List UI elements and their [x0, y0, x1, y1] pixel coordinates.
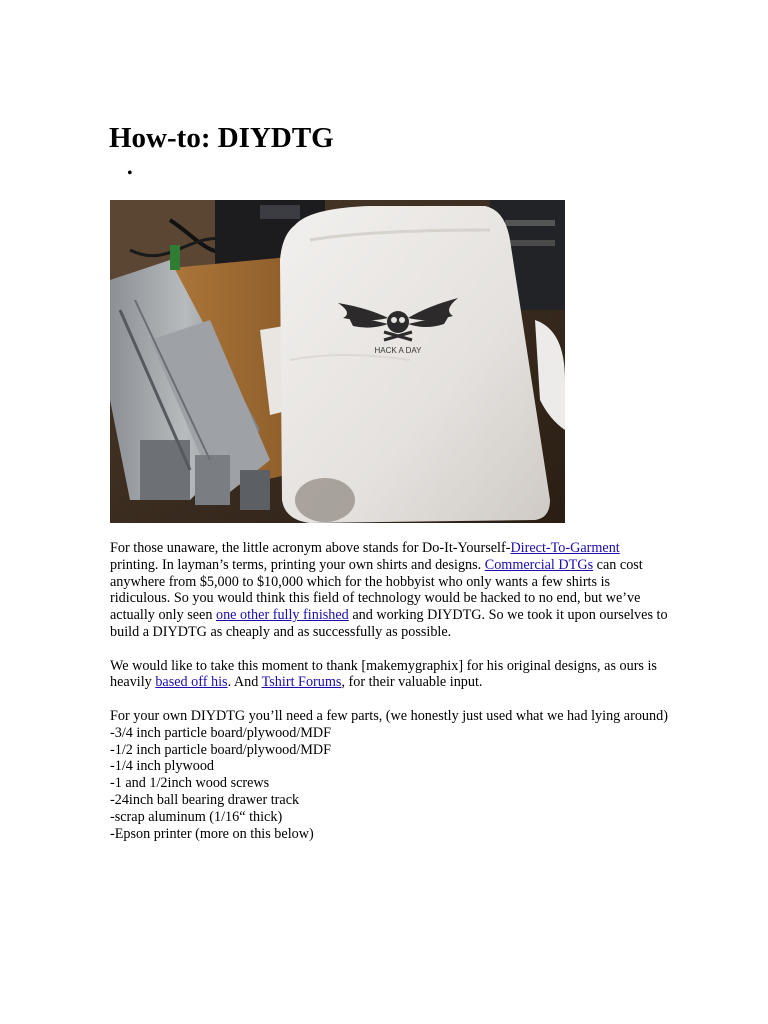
- direct-to-garment-link[interactable]: Direct-To-Garment: [510, 540, 620, 556]
- intro-paragraph: For those unaware, the little acronym above stands for Do-It-Yourself-Direct-To-Garment printing. In layman’s terms, printing your own shirts and designs. Commercial DTGs can cost anywhere from $5,000 to $10,000 which for the hobbyist who only wants a few shirts is ridiculous. So you would think this field of technology would be hacked to no end, but we’ve actually only seen one other fully finished and working DIYDTG. So we took it upon ourselves to build a DIYDTG as cheaply and as successfully as possible.: [110, 540, 668, 640]
- article-body: [110, 540, 670, 842]
- parts-section: [110, 708, 670, 842]
- parts-list: [110, 725, 670, 843]
- tshirt-forums-link[interactable]: Tshirt Forums: [261, 674, 342, 691]
- parts-list-item: -24inch ball bearing drawer track: [110, 791, 300, 808]
- thanks-paragraph: We would like to take this moment to thank [makemygraphix] for his original designs, as ours is heavily based off his. And Tshirt Forums, for their valuable input.: [110, 657, 657, 691]
- parts-list-item: -scrap aluminum (1/16“ thick): [110, 808, 283, 825]
- commercial-dtgs-link[interactable]: Commercial DTGs: [484, 556, 594, 573]
- one-other-fully-finished-link[interactable]: one other fully finished: [215, 607, 349, 624]
- parts-list-item: -1/2 inch particle board/plywood/MDF: [110, 741, 332, 758]
- parts-list-item: -Epson printer (more on this below): [110, 825, 314, 842]
- based-off-his-link[interactable]: based off his: [155, 674, 228, 691]
- parts-list-item: -3/4 inch particle board/plywood/MDF: [110, 724, 332, 741]
- article-title: How-to: DIYDTG: [109, 122, 334, 154]
- shirt-print-text: HACK A DAY: [374, 346, 422, 355]
- parts-list-item: -1 and 1/2inch wood screws: [110, 775, 270, 792]
- bullet-point: •: [127, 165, 133, 182]
- parts-intro: For your own DIYDTG you’ll need a few parts, (we honestly just used what we had lying around): [110, 707, 668, 724]
- parts-list-item: -1/4 inch plywood: [110, 758, 215, 775]
- article-photo: [110, 200, 565, 523]
